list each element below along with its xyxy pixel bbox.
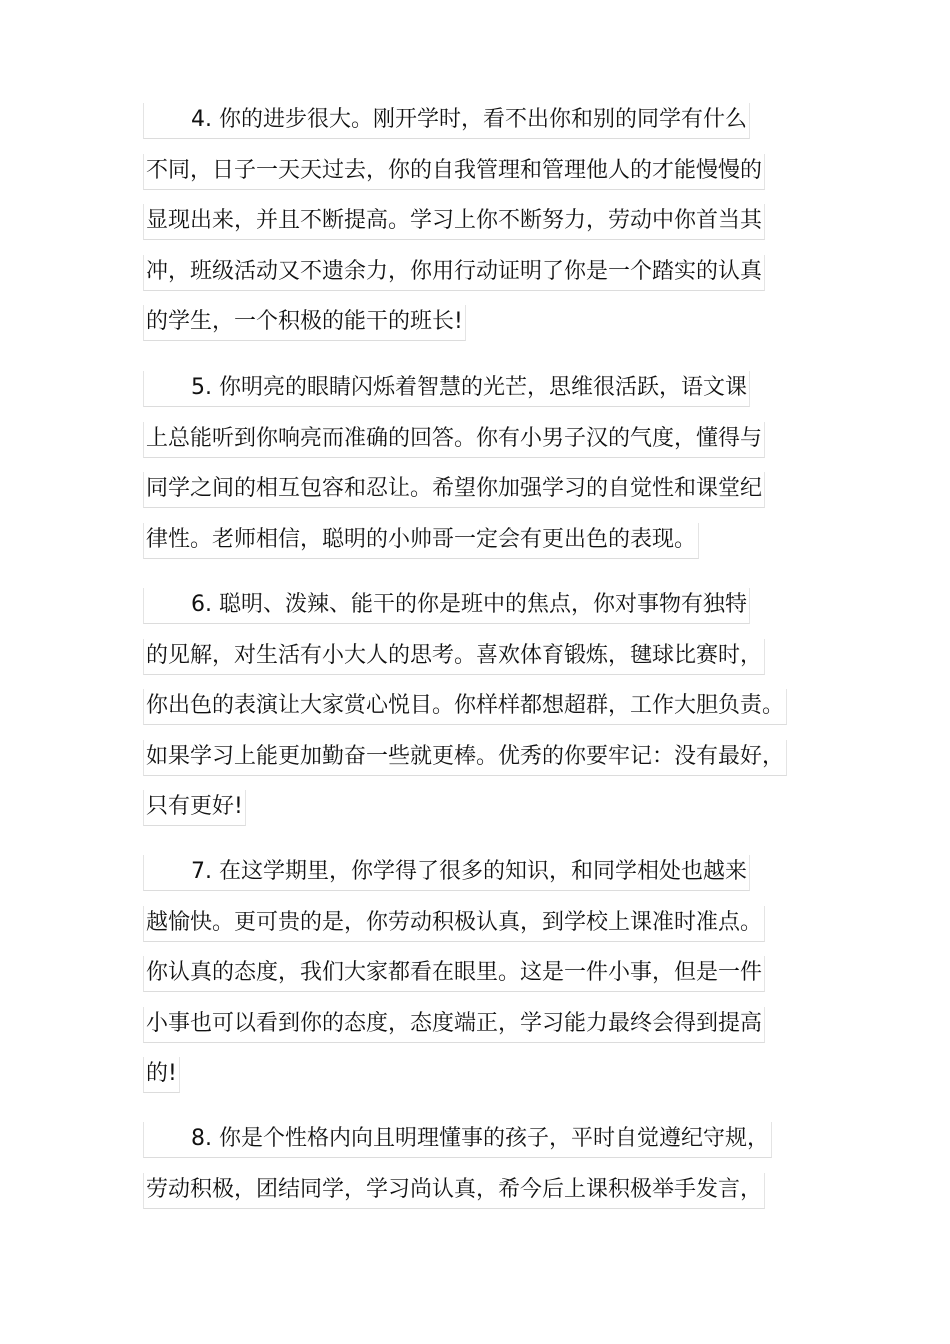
text-line	[143, 103, 823, 154]
line-text: 的学生，一个积极的能干的班长!	[143, 305, 466, 341]
text-line	[143, 371, 823, 422]
line-text: 8. 你是个性格内向且明理懂事的孩子，平时自觉遵纪守规，	[143, 1122, 772, 1158]
line-text: 你认真的态度，我们大家都看在眼里。这是一件小事，但是一件	[143, 956, 765, 992]
text-line	[143, 1122, 823, 1173]
comment-paragraph-8	[143, 1122, 823, 1223]
line-text: 不同，日子一天天过去，你的自我管理和管理他人的才能慢慢的	[143, 154, 765, 190]
line-text: 只有更好!	[143, 790, 246, 826]
text-line	[143, 588, 823, 639]
line-text: 显现出来，并且不断提高。学习上你不断努力，劳动中你首当其	[143, 204, 765, 240]
line-text: 同学之间的相互包容和忍让。希望你加强学习的自觉性和课堂纪	[143, 472, 765, 508]
line-text: 6. 聪明、泼辣、能干的你是班中的焦点，你对事物有独特	[143, 588, 750, 624]
text-line	[143, 855, 823, 906]
text-line	[143, 422, 823, 473]
line-text: 如果学习上能更加勤奋一些就更棒。优秀的你要牢记：没有最好，	[143, 740, 787, 776]
text-line	[143, 1057, 823, 1108]
text-line	[143, 689, 823, 740]
text-line	[143, 790, 823, 841]
line-text: 的!	[143, 1057, 180, 1093]
line-text: 律性。老师相信，聪明的小帅哥一定会有更出色的表现。	[143, 523, 699, 559]
text-line	[143, 639, 823, 690]
text-line	[143, 956, 823, 1007]
text-line	[143, 1007, 823, 1058]
line-text: 小事也可以看到你的态度，态度端正，学习能力最终会得到提高	[143, 1007, 765, 1043]
text-line	[143, 523, 823, 574]
text-line	[143, 154, 823, 205]
line-text: 7. 在这学期里，你学得了很多的知识，和同学相处也越来	[143, 855, 750, 891]
text-line	[143, 472, 823, 523]
line-text: 越愉快。更可贵的是，你劳动积极认真，到学校上课准时准点。	[143, 906, 765, 942]
line-text: 上总能听到你响亮而准确的回答。你有小男子汉的气度，懂得与	[143, 422, 765, 458]
text-line	[143, 305, 823, 356]
comment-paragraph-7	[143, 855, 823, 1108]
text-line	[143, 204, 823, 255]
text-line	[143, 740, 823, 791]
line-text: 5. 你明亮的眼睛闪烁着智慧的光芒，思维很活跃，语文课	[143, 371, 750, 407]
line-text: 4. 你的进步很大。刚开学时，看不出你和别的同学有什么	[143, 103, 750, 139]
line-text: 的见解，对生活有小大人的思考。喜欢体育锻炼，毽球比赛时，	[143, 639, 765, 675]
comment-paragraph-4	[143, 103, 823, 356]
line-text: 你出色的表演让大家赏心悦目。你样样都想超群，工作大胆负责。	[143, 689, 787, 725]
text-line	[143, 255, 823, 306]
text-line	[143, 1173, 823, 1224]
line-text: 冲，班级活动又不遗余力，你用行动证明了你是一个踏实的认真	[143, 255, 765, 291]
line-text: 劳动积极，团结同学，学习尚认真，希今后上课积极举手发言，	[143, 1173, 765, 1209]
text-line	[143, 906, 823, 957]
comment-paragraph-6	[143, 588, 823, 841]
comment-paragraph-5	[143, 371, 823, 573]
